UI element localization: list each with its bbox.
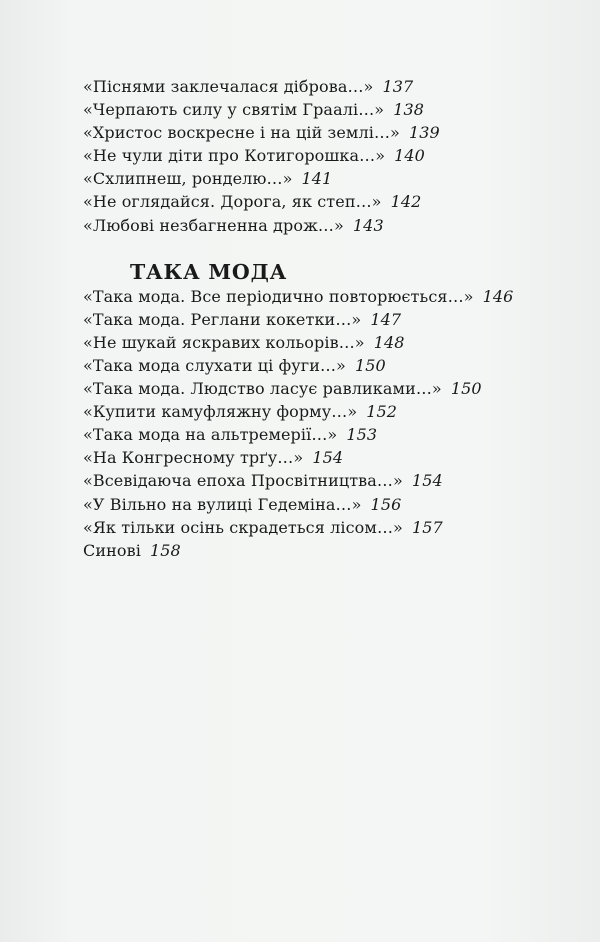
entry-page-number: 141 xyxy=(301,169,333,189)
toc-entry xyxy=(83,377,583,400)
entry-page-number: 150 xyxy=(450,379,482,399)
entry-title: «Така мода. Все періодично повторюється…» xyxy=(83,286,474,306)
entry-title: «Христос воскресне і на цій землі…» xyxy=(83,123,400,143)
entry-page-number: 154 xyxy=(312,448,344,468)
entry-page-number: 156 xyxy=(370,494,402,514)
entry-title: «Не оглядайся. Дорога, як степ…» xyxy=(83,192,382,212)
entry-title: «Всевідаюча епоха Просвітництва…» xyxy=(83,471,403,491)
entry-title: Синові xyxy=(83,540,141,560)
entry-page-number: 157 xyxy=(411,517,443,537)
entry-page-number: 154 xyxy=(411,471,443,491)
toc-entry xyxy=(83,516,583,539)
entry-title: «Не чули діти про Котигорошка…» xyxy=(83,146,386,166)
toc-entry xyxy=(83,354,583,377)
toc-entry xyxy=(83,98,583,121)
toc-entry xyxy=(83,308,583,331)
entry-title: «У Вільно на вулиці Гедеміна…» xyxy=(83,494,362,514)
toc-group-1 xyxy=(83,75,583,237)
entry-page-number: 147 xyxy=(370,309,402,329)
entry-page-number: 138 xyxy=(393,100,425,120)
entry-title: «Піснями заклечалася діброва…» xyxy=(83,77,374,96)
toc-entry xyxy=(83,331,583,354)
entry-page-number: 146 xyxy=(482,286,514,306)
toc-entry xyxy=(83,493,583,516)
toc-entry xyxy=(83,214,583,237)
entry-page-number: 137 xyxy=(382,77,414,96)
entry-page-number: 148 xyxy=(373,332,405,352)
toc-entry xyxy=(83,144,583,167)
entry-page-number: 153 xyxy=(346,425,378,445)
entry-title: «Черпають силу у святім Граалі…» xyxy=(83,100,385,120)
toc-entry xyxy=(83,75,583,98)
entry-page-number: 150 xyxy=(354,355,386,375)
entry-page-number: 152 xyxy=(366,402,398,422)
section-heading: ТАКА МОДА xyxy=(130,259,288,284)
entry-title: «Любові незбагненна дрож…» xyxy=(83,215,344,235)
entry-page-number: 142 xyxy=(390,192,422,212)
entry-title: «Така мода. Людство ласує равликами…» xyxy=(83,379,442,399)
entry-title: «Така мода слухати ці фуги…» xyxy=(83,355,346,375)
toc-entry xyxy=(83,446,583,469)
entry-title: «Не шукай яскравих кольорів…» xyxy=(83,332,365,352)
entry-page-number: 158 xyxy=(149,540,181,560)
table-of-contents xyxy=(83,75,583,562)
toc-entry xyxy=(83,121,583,144)
entry-title: «Як тільки осінь скрадеться лісом…» xyxy=(83,517,403,537)
toc-entry xyxy=(83,423,583,446)
entry-title: «На Конгресному трґу…» xyxy=(83,448,304,468)
entry-title: «Схлипнеш, ронделю…» xyxy=(83,169,293,189)
toc-entry xyxy=(83,400,583,423)
toc-group-2 xyxy=(83,285,583,562)
entry-title: «Така мода на альтремерії…» xyxy=(83,425,338,445)
entry-title: «Така мода. Реглани кокетки…» xyxy=(83,309,362,329)
toc-entry xyxy=(83,469,583,492)
toc-entry xyxy=(83,167,583,190)
entry-page-number: 143 xyxy=(352,215,384,235)
entry-page-number: 140 xyxy=(394,146,425,166)
toc-entry xyxy=(83,190,583,213)
toc-entry xyxy=(83,539,583,562)
entry-title: «Купити камуфляжну форму…» xyxy=(83,402,358,422)
entry-page-number: 139 xyxy=(408,123,440,143)
toc-entry xyxy=(83,285,583,308)
